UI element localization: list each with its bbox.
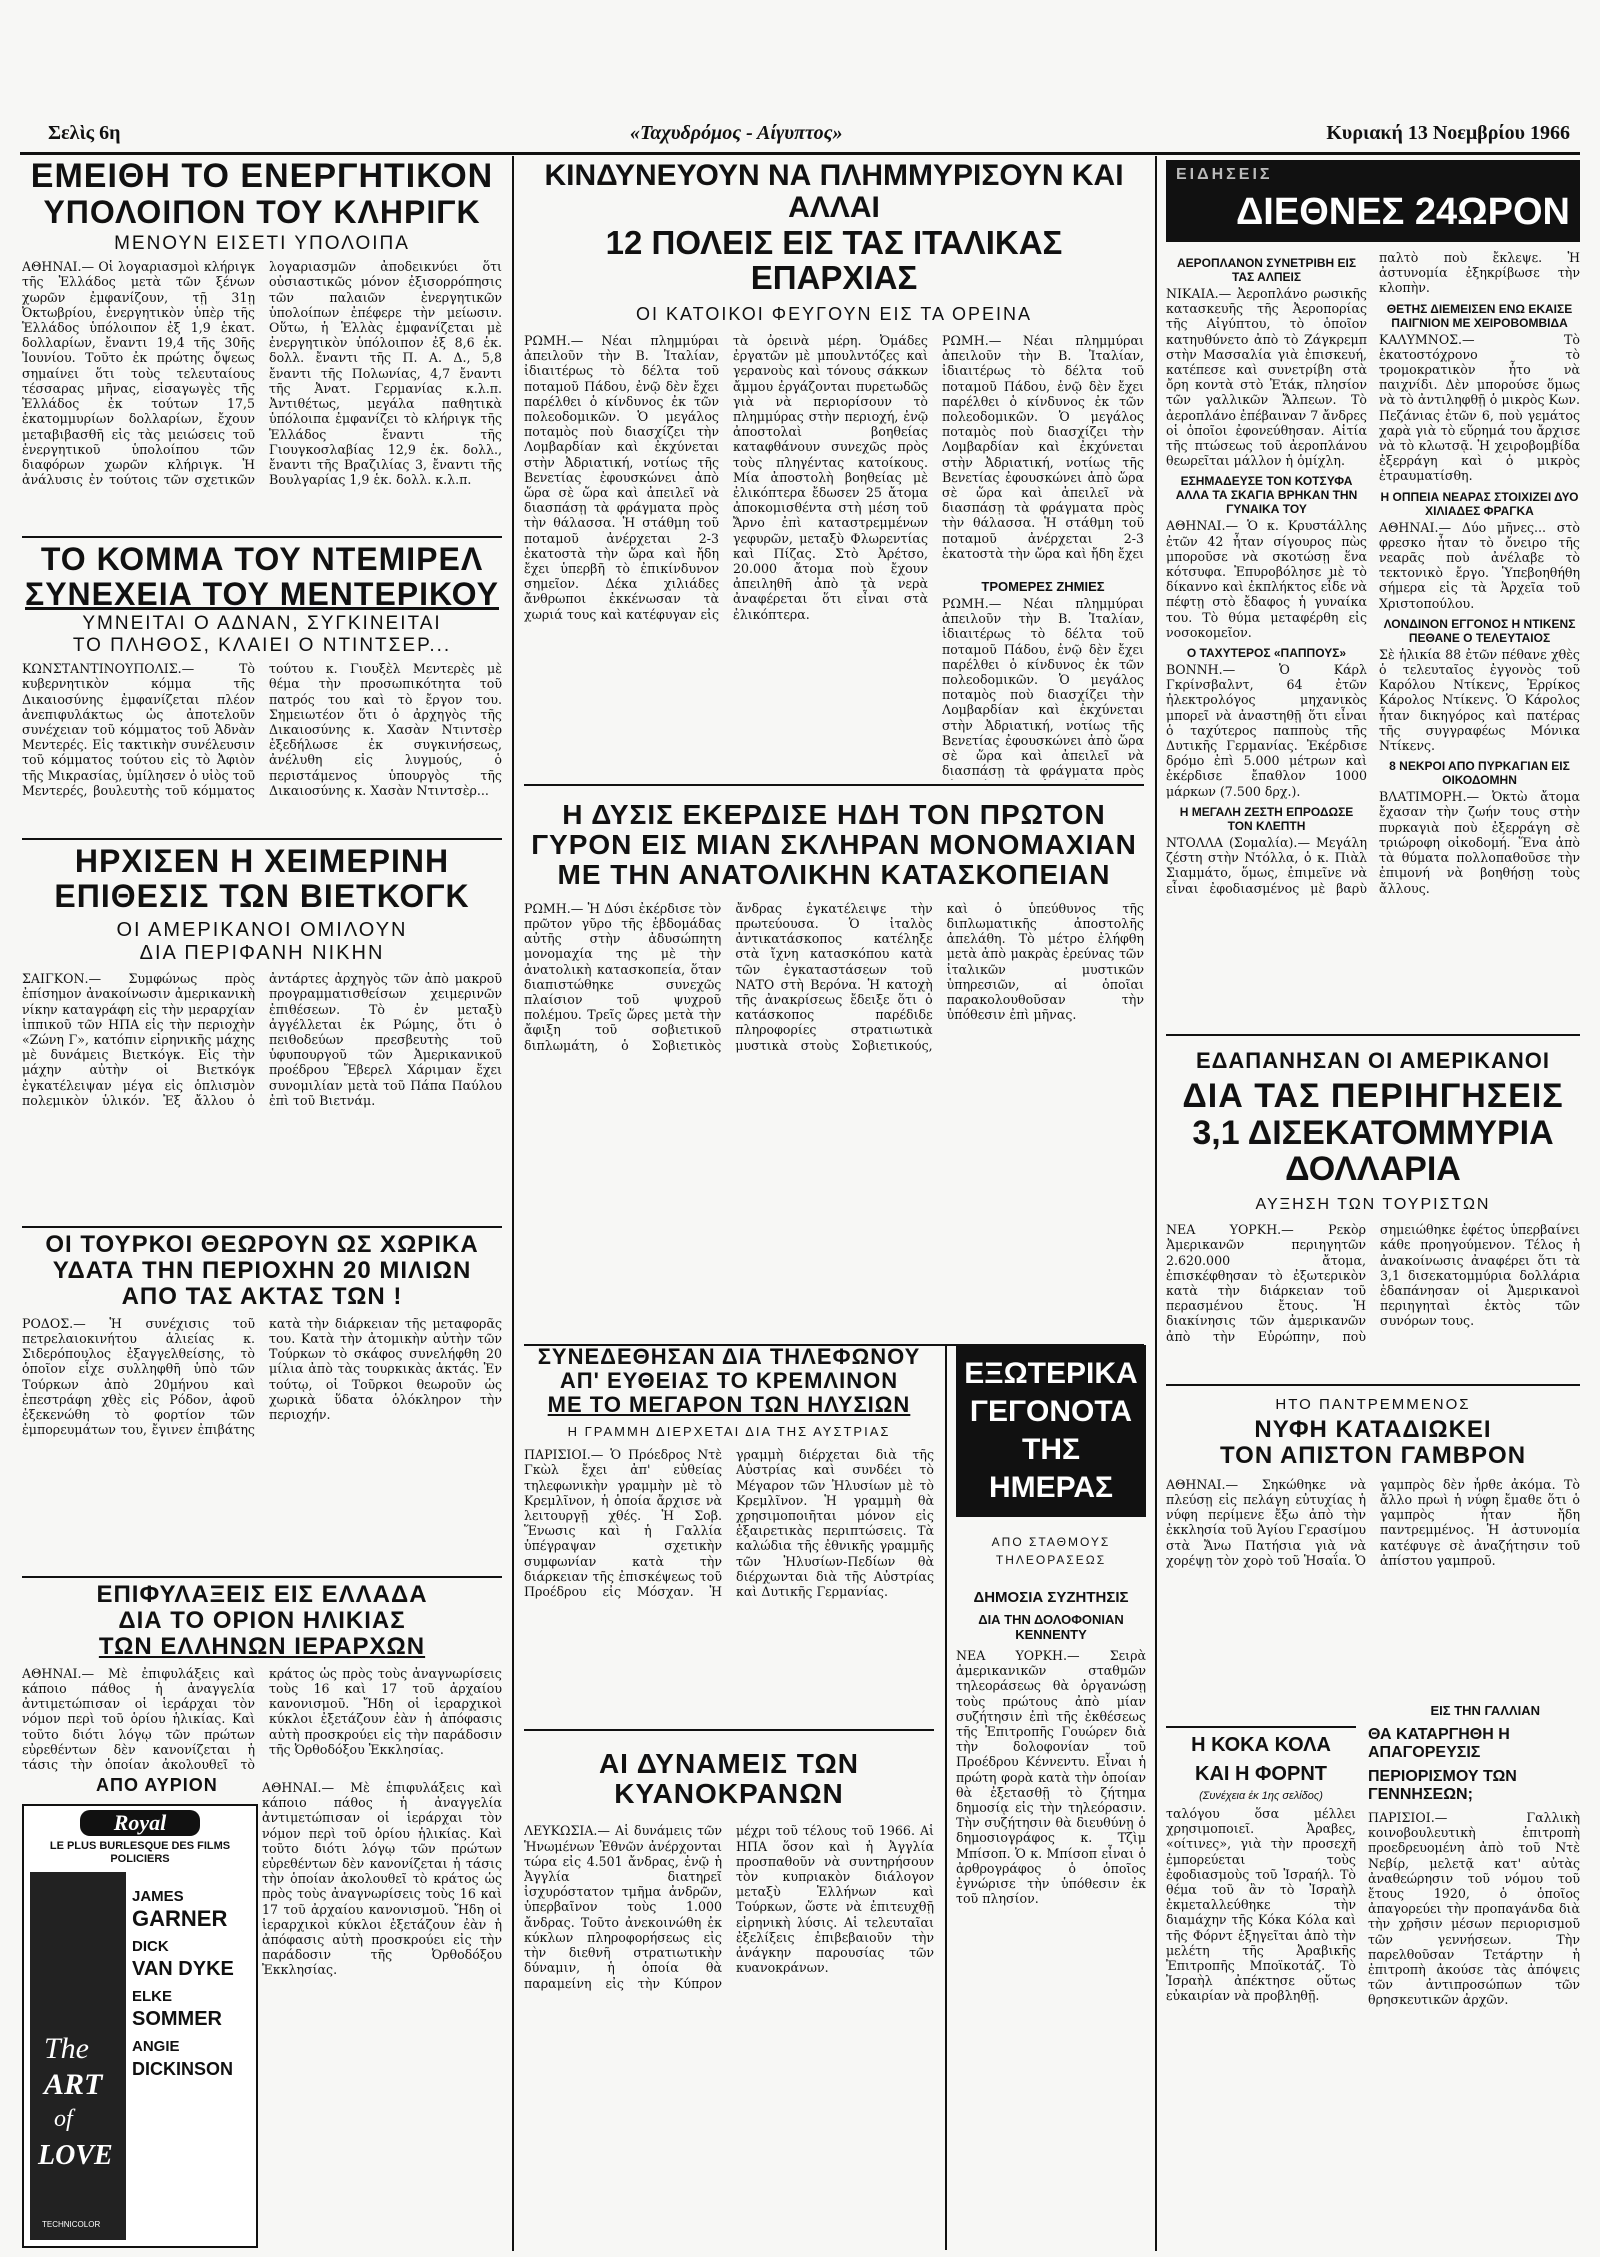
brief-item — [1166, 474, 1367, 640]
article-hotline — [524, 1345, 934, 1725]
right-lower — [1166, 1720, 1580, 2250]
continuation-note: (Συνέχεια ἐκ 1ης σελίδος) — [1199, 1790, 1323, 1802]
brief-item — [1379, 617, 1580, 753]
subheadline: ΥΜΝΕΙΤΑΙ Ο ΑΔΝΑΝ, ΣΥΓΚΙΝΕΙΤΑΙ — [82, 613, 442, 635]
divider — [22, 1576, 502, 1578]
subheadline: Η ΓΡΑΜΜΗ ΔΙΕΡΧΕΤΑΙ ΔΙΑ ΤΗΣ ΑΥΣΤΡΙΑΣ — [567, 1424, 891, 1440]
brief-text: ΒΟΝΝΗ.— Ὁ Κάρλ Γκρίνσβαλντ, 64 ἐτῶν ἠλεκτρολόγος μηχανικὸς μπορεῖ νὰ ἀναστηθῇ ὅτι εἶναι ὁ ταχύτερος παπποὺς τῆς Δυτικῆς Γερμανίας. Ἐκέρδισε δρόμο ἐπὶ 5.000 μέτρων καὶ ἐκέρδισε ἔπαθλον 1000 μάρκων (7.500 δρχ.). — [1166, 662, 1367, 799]
headline: ΤΩΝ ΕΛΛΗΝΩΝ ΙΕΡΑΡΧΩΝ — [98, 1632, 426, 1660]
headline: ΤΟΝ ΑΠΙΣΤΟΝ ΓΑΜΒΡΟΝ — [1219, 1441, 1527, 1469]
divider — [1166, 1034, 1580, 1036]
brief-item — [1166, 646, 1367, 799]
cinema-logo: Royal — [80, 1810, 200, 1836]
issue-date: Κυριακή 13 Νοεμβρίου 1966 — [1326, 122, 1570, 144]
banner-title: ΔΙΕΘΝΕΣ 24ΩΡΟΝ — [1235, 191, 1570, 233]
center-lower-left — [524, 1345, 934, 2205]
headline: ΘΑ ΚΑΤΑΡΓΗΘΗ Η ΑΠΑΓΟΡΕΥΣΙΣ — [1368, 1726, 1510, 1761]
article-text: ΠΑΡΙΣΙΟΙ.— Ὁ Πρόεδρος Ντὲ Γκὼλ ἔχει ἀπ' εὐθείας τηλεφωνικὴν γραμμὴν μὲ τὸ Κρεμλῖνον, ἡ ὁποία ἄρχισε νὰ λειτουργῇ χθές. Ἡ Σοβ. Ἕνωσις καὶ ἡ Γαλλία ὑπέγραψαν σχετικὴν συμφωνίαν κατὰ τὴν διάρκειαν τῆς ἐπισκέψεως τοῦ Προέδρου εἰς Μόσχαν. Ἡ γραμμὴ διέρχεται διὰ τῆς Αὐστρίας καὶ συνδέει τὸ Μέγαρον τῶν Ἠλυσίων μὲ τὸ Κρεμλῖνον. Ἡ γραμμὴ θὰ χρησιμοποιῆται μόνον εἰς ἐξαιρετικὰς περιπτώσεις. Τὰ καλώδια τῆς ἐθνικῆς γραμμῆς τῶν Ἠλυσίων-Πεδίων θὰ διέρχωνται διὰ τῆς Αὐστρίας καὶ Δυτικῆς Γερμανίας. — [524, 1447, 934, 1600]
subheadline: ΔΙΑ ΠΕΡΙΦΑΝΗ ΝΙΚΗΝ — [139, 942, 385, 965]
article-blue-helmets — [524, 1735, 934, 2205]
source-label: ΤΗΛΕΟΡΑΣΕΩΣ — [995, 1553, 1107, 1567]
headline: ΑΠ' ΕΥΘΕΙΑΣ ΤΟ ΚΡΕΜΛΙΝΟΝ — [559, 1367, 899, 1393]
subsection-heading: ΤΡΟΜΕΡΕΣ ΖΗΜΙΕΣ — [981, 579, 1105, 595]
article-text: ΡΟΔΟΣ.— Ἡ συνέχισις τοῦ πετρελαιοκινήτου ἁλιείας κ. Σιδερόπουλος ἐξαγγελθείσης, τὸ ὁποῖον εἶχε συλληφθῆ ὑπὸ τῶν Τούρκων ἀπὸ 20μήνου καὶ ἐπεστράφη χθὲς εἰς Ρόδον, ἀφοῦ ἐξεκενώθη τὸ φορτίον τῶν ἐμπορευμάτων του, ἔγινεν ἐπιβάτης κατὰ τὴν διάρκειαν τῆς μεταφορᾶς του. Κατὰ τὴν ἀτομικὴν αὐτὴν τῶν Τούρκων τὸ σκάφος συνελήφθη 20 μίλια ἀπὸ τὰς τουρκικὰς ἀκτάς. Ἐν τούτῳ, οἱ Τοῦρκοι θεωροῦν ὡς χωρικὰ ὕδατα ὁλόκληρον τὴν περιοχήν. — [22, 1315, 502, 1438]
film-title-love: LOVE — [38, 2140, 113, 2171]
brief-text: ΒΛΑΤΙΜΟΡΗ.— Ὀκτὼ ἄτομα ἔχασαν τὴν ζωήν τους στὴν πυρκαγιὰ ποὺ ἐξερράγη σὲ τριώροφη οἰκοδομή. Ἕνα ἀπὸ τὰ θύματα πολλοπαθοῦσε τὴν ἐπιμονή νὰ βοηθήσῃ τοὺς ἄλλους. — [1379, 789, 1580, 896]
headline: ΟΙ ΤΟΥΡΚΟΙ ΘΕΩΡΟΥΝ ΩΣ ΧΩΡΙΚΑ — [45, 1232, 479, 1258]
headline: ΑΠΟ ΤΑΣ ΑΚΤΑΣ ΤΩΝ ! — [121, 1282, 403, 1310]
subheadline: ΜΕΝΟΥΝ ΕΙΣΕΤΙ ΥΠΟΛΟΙΠΑ — [114, 233, 410, 255]
right-column — [1166, 160, 1580, 2250]
brief-text: ΑΘΗΝΑΙ.— Δύο μῆνες... στὸ φρεσκο ἦταν τὸ ὄνειρο τῆς νεαρᾶς ποὺ ἀνέλαβε τὸ τεκτονικὸ ἔργο. Ὑπεβοηθήθη σήμερα εἰς τὰ Ἀρχεῖα τοῦ Χριστοπούλου. — [1379, 519, 1580, 611]
headline: ΚΙΝΔΥΝΕΥΟΥΝ ΝΑ ΠΛΗΜΜΥΡΙΣΟΥΝ ΚΑΙ ΑΛΛΑΙ — [544, 160, 1124, 225]
cast-name: GARNER — [132, 1906, 228, 1931]
subheadline: ΤΟ ΠΛΗΘΟΣ, ΚΛΑΙΕΙ Ο ΝΤΙΝΤΣΕΡ... — [72, 635, 452, 657]
kicker: ΕΔΑΠΑΝΗΣΑΝ ΟΙ ΑΜΕΡΙΚΑΝΟΙ — [1195, 1048, 1551, 1073]
headline: ΣΥΝΕΧΕΙΑ ΤΟΥ ΜΕΝΤΕΡΙΚΟΥ — [25, 575, 499, 612]
brief-item — [1379, 490, 1580, 611]
article-text: ΡΩΜΗ.— Νέαι πλημμύραι ἀπειλοῦν τὴν Β. Ἰταλίαν, ἰδιαιτέρως τὸ δέλτα τοῦ ποταμοῦ Πάδου, ἐνῷ δὲν ἔχει παρέλθει ὁ κίνδυνος ἐκ τῶν πολεοδομικῶν. Ὁ μεγάλος ποταμὸς ποὺ διασχίζει τὴν Λομβαρδίαν καὶ ἐκχύνεται στὴν Ἀδριατική, νοτίως τῆς Βενετίας ἐφουσκώνει ἀπὸ ὥρα σὲ ὥρα καὶ ἀπειλεῖ νὰ διασπάσῃ τὰ φράγματα πρὸς — [942, 596, 1144, 779]
cast-name: ELKE — [132, 1988, 173, 2005]
technicolor-label: TECHNICOLOR — [42, 2220, 101, 2229]
left-column — [22, 158, 502, 1782]
brief-text: ΝΤΟΛΛΑ (Σομαλία).— Μεγάλη ζέστη στὴν Ντόλλα, ὁ κ. Πιὰλ Σιαμμάτο, ὅμως, ἐπιμεῖνε νὰ εἶναι ἐφοδιασμένος μὲ βαρὺ παλτὸ ποὺ ἔκλεψε. Ἡ ἀστυνομία ἐξηκρίβωσε τὴν κλοπὴν. — [1166, 250, 1580, 896]
article-text: ΡΩΜΗ.— Νέαι πλημμύραι ἀπειλοῦν τὴν Β. Ἰταλίαν, ἰδιαιτέρως τὸ δέλτα τοῦ ποταμοῦ Πάδου, ἐνῷ δὲν ἔχει παρέλθει ὁ κίνδυνος ἐκ τῶν πολεοδομικῶν. Ὁ μεγάλος ποταμὸς ποὺ διασχίζει τὴν Λομβαρδίαν καὶ ἐκχύνεται στὴν Ἀδριατική, νοτίως τῆς Βενετίας ἐφουσκώνει ἀπὸ ὥρα σὲ ὥρα καὶ ἀπειλεῖ νὰ διασπάσῃ τὰ φράγματα πρὸς τὴν θάλασσα. Ἡ στάθμη τοῦ ποταμοῦ ἀνέρχεται 2-3 ἑκατοστὰ τὴν ὥρα καὶ ἤδη ἔχει ὑπερβῆ τὸ ἐπικίνδυνον σημεῖον. Δέκα χιλιάδες ἄνθρωποι ἐκκένωσαν τὰ χωριά τους καὶ κατέφυγαν εἰς τὰ ὀρεινὰ μέρη. Ὀμάδες ἐργατῶν μὲ μπουλντόζες καὶ γερανοὺς καὶ τόνους σάκκων ἄμμου ἐργάζονται πυρετωδῶς γιὰ νὰ περιορίσουν τὸ πλημμύρας στὴν περιοχή, ἐνῷ ἀποστολαὶ βοηθείας καταφθάνουν συνεχῶς πρὸς τοὺς πληγέντας κατοίκους. Μία ἀποστολὴ βοηθείας μὲ ἐλικόπτερα ἔδωσεν 25 ἄτομα ἀποκομισθέντα στὴ μέση τοῦ Ἄρνο ἐπὶ καταστρεμμένων γεφυρῶν, μεταξὺ Φλωρεντίας καὶ Πίζας. Στὸ Ἀρέτσο, 20.000 ἄτομα ποὺ ἔχουν ἀπειληθῆ ἀπὸ τὰ νερὰ ἀναφέρεται ὅτι εἶναι στὰ ἐλικόπτερα. — [524, 333, 928, 622]
divider — [22, 1226, 502, 1228]
headline: ΓΥΡΟΝ ΕΙΣ ΜΙΑΝ ΣΚΛΗΡΑΝ ΜΟΝΟΜΑΧΙΑΝ — [531, 829, 1137, 861]
brief-text: Σὲ ἡλικία 88 ἐτῶν πέθανε χθὲς ὁ τελευταῖος ἐγγονὸς τοῦ Καρόλου Ντίκενς, Ἐρρίκος Κάρολος Ντίκενς. Ὁ Κάρολος ἦταν δικηγόρος καὶ πατέρας τῆς συγγραφέως Μόνικα Ντίκενς. — [1379, 646, 1580, 754]
movie-ad — [22, 1804, 258, 2248]
brief-heading: 8 ΝΕΚΡΟΙ ΑΠΟ ΠΥΡΚΑΓΙΑΝ ΕΙΣ ΟΙΚΟΔΟΜΗΝ — [1389, 759, 1570, 788]
cast-name: DICKINSON — [132, 2059, 234, 2079]
headline: ΥΔΑΤΑ ΤΗΝ ΠΕΡΙΟΧΗΝ 20 ΜΙΛΙΩΝ — [52, 1256, 472, 1284]
brief-item — [1379, 302, 1580, 484]
brief-heading: ΛΟΝΔΙΝΟΝ ΕΓΓΟΝΟΣ Η ΝΤΙΚΕΝΣ ΠΕΘΑΝΕ Ο ΤΕΛΕΥΤΑΙΟΣ — [1383, 616, 1576, 645]
external-events — [956, 1345, 1146, 2248]
kicker: ΗΤΟ ΠΑΝΤΡΕΜΜΕΝΟΣ — [1275, 1396, 1471, 1413]
divider — [1166, 1726, 1356, 1728]
column-rule — [512, 156, 514, 2251]
film-title-of: of — [54, 2106, 73, 2132]
article-text: ΠΑΡΙΣΙΟΙ.— Γαλλικὴ κοινοβουλευτικὴ ἐπιτροπὴ προεδρευομένη ἀπὸ τοῦ Ντὲ Νεβίρ, μελετᾷ κατ' αὐτὰς ἀναθεώρησιν τοῦ νόμου τοῦ ἔτους 1920, ὁ ὁποῖος ἀπαγορεύει τὴν προπαγάνδα διὰ τὴν χρῆσιν μέσων περιορισμοῦ τῶν γεννήσεων. Τὴν παρελθοῦσαν Τετάρτην ἡ ἐπιτροπὴ ἀκούσε τὰς ἀπόψεις τῶν ἀντιπροσώπων τῶν θρησκευτικῶν ἀρχῶν. — [1368, 1810, 1580, 2008]
brief-heading: Η ΟΠΠΕΙΑ ΝΕΑΡΑΣ ΣΤΟΙΧΙΖΕΙ ΔΥΟ ΧΙΛΙΑΔΕΣ ΦΡΑΓΚΑ — [1380, 489, 1579, 518]
headline: ΔΙΑ ΤΗΝ ΔΟΛΟΦΟΝΙΑΝ ΚΕΝΝΕΝΤΥ — [978, 1612, 1124, 1642]
page-number: Σελὶς 6η — [48, 122, 121, 144]
section-label: ΕΙΣ ΤΗΝ ΓΑΛΛΙΑΝ — [1430, 1702, 1540, 1718]
subheadline: ΟΙ ΑΜΕΡΙΚΑΝΟΙ ΟΜΙΛΟΥΝ — [116, 919, 408, 942]
brief-text: ΝΙΚΑΙΑ.— Ἀεροπλάνο ρωσικῆς κατασκευῆς τῆς Ἀεροπορίας τῆς Αἰγύπτου, τὸ ὁποῖον κατηυθύνετο ἀπὸ τὸ Ζάγκρεμπ στὴν Μασσαλία γιὰ ἐπισκευή, κατέπεσε καὶ συνετρίβη στὰ ὄρη κοντὰ στὸ Ἐτάκ, πλησίον τῶν γαλλικῶν Ἄλπεων. Τὸ ἀεροπλάνο ἐπέβαιναν 7 ἄνδρες οἱ ὁποῖοι ἐφονεύθησαν. Αἰτία τῆς πτώσεως τοῦ ἀεροπλάνου θεωρεῖται μάλλον ἡ ὁμίχλη. — [1166, 286, 1367, 469]
subheadline: ΑΥΞΗΣΗ ΤΩΝ ΤΟΥΡΙΣΤΩΝ — [1255, 1196, 1491, 1214]
article-italy-floods — [524, 160, 1144, 780]
paper-name: «Ταχυδρόμος - Αίγυπτος» — [630, 122, 843, 144]
divider — [22, 536, 502, 538]
article-text: ταλόγου ὅσα μέλλει χρησιμοποιεῖ. Ἀραβες, «οίτινες», γιὰ τὴν προσεχῆ ἐμπορεύεται τοὺς ἐφοδιασμοὺς τοῦ Ἰσραήλ. Τὸ θέμα τοῦ ἂν τὸ Ἰσραὴλ ἐκμεταλλεύθηκε τὴν διαμάχην τῆς Κόκα Κόλα καὶ τῆς Φόρντ ἐξηγεῖται ἀπὸ τὴν μελέτη τῆς Ἀραβικῆς Ἐπιτροπῆς Μποϊκοτάζ. Τὸ Ἰσραὴλ ἀπέκτησε οὕτως εὐκαιρίαν νὰ προβληθῇ. — [1166, 1806, 1356, 2004]
film-title-the: The — [44, 2032, 89, 2065]
subheadline: ΟΙ ΚΑΤΟΙΚΟΙ ΦΕΥΓΟΥΝ ΕΙΣ ΤΑ ΟΡΕΙΝΑ — [635, 304, 1033, 325]
section-banner — [956, 1345, 1146, 1517]
article-clearing — [22, 158, 502, 532]
column-rule — [1155, 156, 1157, 2251]
headline: ΗΡΧΙΣΕΝ Η ΧΕΙΜΕΡΙΝΗ — [74, 844, 450, 879]
brief-item — [1166, 256, 1367, 468]
brief-item — [1379, 759, 1580, 895]
brief-heading: ΑΕΡΟΠΛΑΝΟΝ ΣΥΝΕΤΡΙΒΗ ΕΙΣ ΤΑΣ ΑΛΠΕΙΣ — [1176, 256, 1357, 284]
masthead — [20, 118, 1580, 155]
article-bride — [1166, 1390, 1580, 1720]
cast-name: ANGIE — [132, 2038, 180, 2055]
headline: 12 ΠΟΛΕΙΣ ΕΙΣ ΤΑΣ ΙΤΑΛΙΚΑΣ ΕΠΑΡΧΙΑΣ — [605, 223, 1063, 297]
article-tourism — [1166, 1040, 1580, 1380]
brief-text: ΚΑΛΥΜΝΟΣ.— Τὸ ἑκατοστόχρονο τὸ τρομοκρατικὸν ἦτο νὰ παιχνίδι. Δὲν μπορούσε ὅμως νὰ τὸ ἀντιληφθῇ ὁ μικρὸς Κων. Πεζάνιας ἐτῶν 6, ποὺ γεμάτος χαρὰ γιὰ τὸ εὕρημά του ἄρχισε νὰ τὸ κλωτσᾷ. Ἡ χειροβομβίδα ἐξερράγη καὶ ὁ μικρὸς ἐτραυματίσθη. — [1379, 331, 1580, 484]
headline: Η ΚΟΚΑ ΚΟΛΑ — [1191, 1734, 1331, 1756]
headline: ΥΠΟΛΟΙΠΟΝ ΤΟΥ ΚΛΗΡΙΓΚ — [43, 193, 481, 230]
center-column — [524, 160, 1144, 1350]
article-espionage — [524, 790, 1144, 1340]
hierarchs-continued — [262, 1780, 502, 2250]
headline: ΤΟ ΚΟΜΜΑ ΤΟΥ ΝΤΕΜΙΡΕΛ — [40, 542, 484, 577]
headline: ΕΠΙΘΕΣΙΣ ΤΩΝ ΒΙΕΤΚΟΓΚ — [54, 877, 470, 914]
ad-tagline: LE PLUS BURLESQUE DES FILMS POLICIERS — [49, 1840, 231, 1865]
article-hierarchs — [22, 1582, 502, 1782]
article-text: ΑΘΗΝΑΙ.— Μὲ ἐπιφυλάξεις καὶ κάποιο πάθος ἡ ἀναγγελία ἀντιμετώπισαν οἱ ἱεράρχαι τὸν νόμον περὶ τοῦ ὁρίου ἡλικίας. Καὶ τοῦτο διότι λόγῳ τῶν πρώτων εὐρεθέντων δὲν κανονίζεται ἡ τάσις τὴν ὁποίαν ἀκολουθεῖ τὸ κράτος ὡς πρὸς τοὺς ἀναγνωρίσεις τοὺς 16 καὶ 17 τοῦ ἀρχαίου κανονισμοῦ. Ἤδη οἱ ἱεραρχικοὶ κύκλοι ἐξετάζουν ἐὰν ἡ ἀπόφασις αὐτὴ προσκρούει εἰς τὴν παράδοσιν τῆς Ὀρθοδόξου Ἐκκλησίας. — [22, 1665, 502, 1772]
headline: ΔΗΜΟΣΙΑ ΣΥΖΗΤΗΣΙΣ — [973, 1589, 1129, 1606]
divider — [1166, 1384, 1580, 1386]
headline: ΕΜΕΙΘΗ ΤΟ ΕΝΕΡΓΗΤΙΚΟΝ — [30, 158, 494, 195]
divider — [524, 1729, 934, 1731]
article-vietcong — [22, 844, 502, 1222]
brief-heading: ΘΕΤΗΣ ΔΙΕΜΕΙΣΕΝ ΕΝΩ ΕΚΑΙΣΕ ΠΑΙΓΝΙΟΝ ΜΕ ΧΕΙΡΟΒΟΜΒΙΔΑ — [1386, 301, 1573, 330]
headline: ΜΕ ΤΟ ΜΕΓΑΡΟΝ ΤΩΝ ΗΛΥΣΙΩΝ — [547, 1391, 911, 1417]
headline: 3,1 ΔΙΣΕΚΑΤΟΜΜΥΡΙΑ ΔΟΛΛΑΡΙΑ — [1192, 1113, 1554, 1189]
article-text: ΚΩΝΣΤΑΝΤΙΝΟΥΠΟΛΙΣ.— Τὸ κυβερνητικὸν κόμμα τῆς Δικαιοσύνης ἐμφανίζεται πλέον ἀνεπιφυλάκτως ὡς ἀποτελοῦν συνέχειαν τοῦ κόμματος τοῦ Ἀδνὰν Μεντερές. Εἰς τακτικὴν συνέλευσιν τοῦ κόμματος τούτου εἰς τὸ Ἀφιὸν τῆς Μικρασίας, ὑμίλησεν ὁ υἱὸς τοῦ Μεντερές, βουλευτὴς τοῦ κόμματος τούτου κ. Γιουξὲλ Μεντερὲς μὲ θέμα τὴν προσωπικότητα τοῦ πατρός του καὶ τὸ ἔργον του. Σημειωτέον ὅτι ὁ ἀρχηγὸς τῆς Δικαιοσύνης κ. Χασὰν Ντιντσὲρ ἐξεδήλωσε ἐκ συγκινήσεως, ἀνέλυθη εἰς λυγμούς, ὁ περιστάμενος ὑπουργὸς τῆς Δικαιοσύνης κ. Χασὰν Ντιντσὲρ... — [22, 661, 502, 798]
article-text: ΡΩΜΗ.— Ἡ Δύσι ἐκέρδισε τὸν πρῶτον γῦρο τῆς ἑβδομάδας αὐτῆς στὴν ἀδυσώπητη μονομαχία της μὲ τὴν ἀνατολικὴ κατασκοπεία, ὅταν διαπιστώθηκε συνεχῶς πλαίσιον τοῦ ψυχροῦ πολέμου. Τρεῖς ὥρες μετὰ τὴν ἄφιξη τοῦ σοβιετικοῦ διπλωμάτη, ὁ Σοβιετικὸς ἄνδρας ἐγκατέλειψε τὴν πρωτεύουσα. Ὁ ἰταλὸς ἀντικατάσκοπος κατέληξε στὰ ἴχνη κατασκόπου κατὰ τῶν ἐγκαταστάσεων τοῦ ΝΑΤΟ στὴ Βερόνα. Ἡ κατοχὴ τῆς ἀνακρίσεως ἔδειξε ὅτι ὁ κατάσκοπος παρέδιδε πληροφορίες στρατιωτικὰ μυστικὰ στοὺς Σοβιετικούς, καὶ ὁ ὑπεύθυνος τῆς διπλωματικῆς ἀποστολῆς ἀπελάθη. Τὸ μέτρο ἐλήφθη μετὰ ἀπὸ μακρὰς ἐρεύνας τῶν ἰταλικῶν μυστικῶν ὑπηρεσιῶν, αἱ ὁποῖαι παρακολουθοῦσαν τὴν ὑπόθεσιν ἐπὶ μῆνας. — [524, 900, 1144, 1053]
article-text: ΝΕΑ ΥΟΡΚΗ.— Σειρὰ ἀμερικανικῶν σταθμῶν τηλεοράσεως θὰ ὀργανώσῃ τοὺς πρώτους ἀπὸ μίαν συζήτησιν ἐπὶ τῆς ἐκθέσεως τῆς Ἐπιτροπῆς Γουώρεν διὰ τὴν δολοφονίαν τοῦ Προέδρου Κέννεντυ. Εἶναι ἡ πρώτη φορὰ κατὰ τὴν ὁποίαν θὰ ἐξετασθῇ τὸ ζήτημα δημοσίᾳ εἰς τὴν τηλεόρασιν. Τὴν συζήτησιν θὰ διευθύνῃ ὁ δημοσιογράφος κ. Τζὶμ Μπίσοπ. Ὁ κ. Μπίσοπ εἶναι ὁ ἀρθρογράφος ὁ ὁποῖος ἐγνώρισε τὴν ὑπόθεσιν ἐκ τοῦ πλησίον. — [956, 1648, 1146, 1907]
article-text: ΑΘΗΝΑΙ.— Σηκώθηκε νὰ πλεύσῃ εἰς πελάγη εὐτυχίας ἡ νύφη περίμενε ἔξω ἀπὸ τὴν ἐκκλησία τοῦ Ἁγίου Γερασίμου στὰ Ἄνω Πατήσια γιὰ νὰ χορέψῃ τὸν χορὸ τοῦ Ἡσαΐα. Ὁ γαμπρὸς δὲν ἦρθε ἀκόμα. Τὸ ἄλλο πρωὶ ἡ νύφη ἔμαθε ὅτι ὁ γαμπρὸς ἦταν ἤδη παντρεμμένος. Ἡ ἀστυνομία κατέφυγε σὲ ἀναζήτησιν τοῦ ἀπίστου γαμπροῦ. — [1166, 1476, 1580, 1568]
article-turks — [22, 1232, 502, 1572]
international-24h-banner — [1166, 160, 1580, 242]
brief-heading: ΕΣΗΜΑΔΕΥΣΕ ΤΟΝ ΚΟΤΣΥΦΑ ΑΛΛΑ ΤΑ ΣΚΑΓΙΑ ΒΡΗΚΑΝ ΤΗΝ ΓΥΝΑΙΚΑ ΤΟΥ — [1175, 474, 1358, 517]
article-births — [1368, 1720, 1580, 2250]
headline: ΠΕΡΙΟΡΙΣΜΟΥ ΤΩΝ ΓΕΝΝΗΣΕΩΝ; — [1368, 1768, 1517, 1803]
headline: ΔΙΑ ΤΟ ΟΡΙΟΝ ΗΛΙΚΙΑΣ — [118, 1606, 406, 1634]
article-coca-cola — [1166, 1720, 1356, 2250]
article-text: ΑΘΗΝΑΙ.— Οἱ λογαριασμοὶ κλήριγκ τῆς Ἑλλάδος μετὰ τῶν ξένων χωρῶν ἐμφανίζουν, τῇ 31ῃ Ὀκτωβρίου, ἐνεργητικὸν ὑπὲρ τῆς Ἑλλάδος ὑπόλοιπον ἐξ 1,9 ἑκατ. δολλαρίων, ἔναντι 19,4 τῆς 30ῆς Ἰουνίου. Τοῦτο ἐκ πρώτης ὄψεως σημαίνει ὅτι τοὺς τελευταίους τέσσαρας μῆνας, εἰσαγωγὲς τῆς Ἑλλάδος ἐκ τούτων 17,5 ἑκατομμυρίων δολλαρίων, ἔχουν μεταβιβασθῆ εἰς τὰς μειώσεις τοῦ ἐνεργητικοῦ ὑπολοίπου τῶν διαφόρων χωρῶν κλήριγκ. Ἡ ἀνάλυσις ἐν τούτοις τῶν σχετικῶν λογαριασμῶν ἀποδεικνύει ὅτι οὐσιαστικῶς μόνον ἐξισορρόπησις τῶν παλαιῶν ἐνεργητικῶν ὑπολοίπων ἐπέφερε τὴν μείωσιν. Οὕτω, ἡ Ἑλλὰς ἐμφανίζεται μὲ ἐνεργητικὸν ὑπόλοιπον ἐξ 8,6 ἑκ. δολλ. ἔναντι τῆς Π. Α. Δ., 5,8 ἔναντι τῆς Πολωνίας, 4,7 ἔναντι τῆς Ἀνατ. Γερμανίας κ.λ.π. Ἀντιθέτως, μεγάλα παθητικὰ ὑπόλοιπα ἐμφανίζει τὸ κλήριγκ τῆς Ἑλλάδος ἔναντι τῆς Γιουγκοσλαβίας 12,9 ἑκ. δολλ., ἔναντι τῆς Βραζιλίας 3, ἔναντι τῆς Βουλγαρίας 1,9 ἑκ. δολλ. κ.λ.π. — [22, 259, 502, 488]
source-label: ΑΠΟ ΣΤΑΘΜΟΥΣ — [991, 1535, 1111, 1549]
banner-line: ΓΕΓΟΝΟΤΑ — [969, 1395, 1133, 1428]
headline: ΑΙ ΔΥΝΑΜΕΙΣ ΤΩΝ ΚΥΑΝΟΚΡΑΝΩΝ — [598, 1748, 860, 1810]
movie-ad-header: ΑΠΟ ΑΥΡΙΟΝ — [96, 1775, 218, 1795]
banner-kicker: ΕΙΔΗΣΕΙΣ — [1176, 166, 1273, 183]
headline: Η ΔΥΣΙΣ ΕΚΕΡΔΙΣΕ ΗΔΗ ΤΟΝ ΠΡΩΤΟΝ — [562, 799, 1106, 830]
headline: ΜΕ ΤΗΝ ΑΝΑΤΟΛΙΚΗΝ ΚΑΤΑΣΚΟΠΕΙΑΝ — [557, 859, 1111, 891]
cast-list — [132, 1886, 252, 2080]
news-briefs — [1166, 250, 1580, 1030]
cast-name: DICK — [132, 1938, 169, 1955]
brief-text: ΑΘΗΝΑΙ.— Ὁ κ. Κρυστάλλης ἐτῶν 42 ἦταν σίγουρος πὼς μποροῦσε νὰ σκοτώσῃ ἕνα κότσυφα. Ἐπυροβόλησε μὲ τὸ δίκαννο καὶ ἐκπλήκτος εἶδε νὰ πέφτῃ στὸ ἔδαφος ἡ γυναίκα του. Τὸ θύμα μεταφέρθη εἰς νοσοκομεῖον. — [1166, 518, 1367, 640]
brief-heading: Η ΜΕΓΑΛΗ ΖΕΣΤΗ ΕΠΡΟΔΩΣΕ ΤΟΝ ΚΛΕΠΤΗ — [1179, 804, 1354, 833]
cast-name: SOMMER — [132, 2008, 222, 2030]
article-text: ΝΕΑ ΥΟΡΚΗ.— Ρεκὸρ Ἀμερικανῶν περιηγητῶν 2.620.000 ἄτομα, ἐπισκέφθησαν τὸ ἐξωτερικὸν κατὰ τὴν διάρκειαν τοῦ περασμένου ἔτους. Ἡ διακίνησις τῶν ἀμερικανῶν ἀπὸ τὴν Εὐρώπην, ποὺ σημειώθηκε ἐφέτος ὑπερβαίνει κάθε προηγούμενον. Τέλος ἡ ἀνακοίνωσις ἀναφέρει ὅτι τὰ 3,1 δισεκατομμύρια δολλάρια ἐδαπάνησαν οἱ Ἀμερικανοὶ περιηγηταὶ ἐκτὸς τῶν συνόρων τους. — [1166, 1222, 1580, 1344]
banner-line: ΕΞΩΤΕΡΙΚΑ — [964, 1357, 1138, 1390]
film-title-art: ART — [44, 2068, 103, 2101]
divider — [22, 838, 502, 840]
article-text: ΡΩΜΗ.— Νέαι πλημμύραι ἀπειλοῦν τὴν Β. Ἰταλίαν, ἰδιαιτέρως τὸ δέλτα τοῦ ποταμοῦ Πάδου, ἐνῷ δὲν ἔχει παρέλθει ὁ κίνδυνος ἐκ τῶν πολεοδομικῶν. Ὁ μεγάλος ποταμὸς ποὺ διασχίζει τὴν Λομβαρδίαν καὶ ἐκχύνεται στὴν Ἀδριατική, νοτίως τῆς Βενετίας ἐφουσκώνει ἀπὸ ὥρα σὲ ὥρα καὶ ἀπειλεῖ νὰ διασπάσῃ τὰ φράγματα πρὸς τὴν θάλασσα. Ἡ στάθμη τοῦ ποταμοῦ ἀνέρχεται 2-3 ἑκατοστὰ τὴν ὥρα καὶ ἤδη ἔχει — [942, 333, 1144, 561]
banner-line: ΤΗΣ ΗΜΕΡΑΣ — [988, 1433, 1114, 1504]
headline: ΣΥΝΕΔΕΘΗΣΑΝ ΔΙΑ ΤΗΛΕΦΩΝΟΥ — [537, 1345, 921, 1369]
cast-name: JAMES — [132, 1888, 184, 1905]
headline: ΚΑΙ Η ΦΟΡΝΤ — [1195, 1763, 1327, 1785]
article-text: ΑΘΗΝΑΙ.— Μὲ ἐπιφυλάξεις καὶ κάποιο πάθος ἡ ἀναγγελία ἀντιμετώπισαν οἱ ἱεράρχαι τὸν νόμον περὶ τοῦ ὁρίου ἡλικίας. Καὶ τοῦτο διότι λόγῳ τῶν πρώτων εὐρεθέντων δὲν κανονίζεται ἡ τάσις τὴν ὁποίαν ἀκολουθεῖ τὸ κράτος ὡς πρὸς τοὺς ἀναγνωρίσεις τοὺς 16 καὶ 17 τοῦ ἀρχαίου κανονισμοῦ. Ἤδη οἱ ἱεραρχικοὶ κύκλοι ἐξετάζουν ἐὰν ἡ ἀπόφασις αὐτὴ προσκρούει εἰς τὴν παράδοσιν τῆς Ὀρθοδόξου Ἐκκλησίας. — [262, 1780, 502, 1978]
article-text: ΣΑΙΓΚΟΝ.— Συμφώνως πρὸς ἐπίσημον ἀνακοίνωσιν ἀμερικανικὴ νίκην καταγράφη εἰς τὴν μεραρχίαν ἱππικοῦ τῶν ΗΠΑ εἰς τὴν περιοχὴν «Ζώνη Γ», κατόπιν εἰρηνικῆς μάχης μὲ δυνάμεις Βιετκόγκ. Εἰς τὴν μάχην αὐτὴν οἱ Βιετκόγκ ἐγκατέλειψαν μέγα εἰς ὁπλισμὸν πολεμικὸν ὑλικόν. Ἐξ ἄλλου ὁ ἀντάρτες ἀρχηγὸς τῶν ἀπὸ μακροῦ προγραμματισθείσων χειμερινῶν ἐπιθέσεων. Τὸ ἐν μεταξὺ ἀγγέλλεται ἐκ Ρώμης, ὅτι ὁ πειθοδεύων πρεσβευτὴς τοῦ ὑφυπουργοῦ τῶν Ἀμερικανικοῦ προέδρου Ἔβερελ Χάριμαν ἔχει συνομιλίαν μετὰ τοῦ Πάπα Παύλου ἐπὶ τοῦ Βιετνάμ. — [22, 971, 502, 1108]
article-demirel — [22, 542, 502, 834]
cast-name: VAN DYKE — [132, 1958, 234, 1980]
headline: ΕΠΙΦΥΛΑΞΕΙΣ ΕΙΣ ΕΛΛΑΔΑ — [96, 1582, 428, 1608]
poster-art — [30, 1872, 126, 2240]
headline: ΝΥΦΗ ΚΑΤΑΔΙΩΚΕΙ — [1254, 1416, 1492, 1443]
column-rule — [945, 1345, 947, 2250]
brief-heading: Ο ΤΑΧΥΤΕΡΟΣ «ΠΑΠΠΟΥΣ» — [1186, 646, 1347, 661]
headline: ΔΙΑ ΤΑΣ ΠΕΡΙΗΓΗΣΕΙΣ — [1182, 1077, 1564, 1115]
article-text: ΛΕΥΚΩΣΙΑ.— Αἱ δυνάμεις τῶν Ἡνωμένων Ἐθνῶν ἀνέρχονται τώρα εἰς 4.501 ἄνδρας, ἐνῷ ἡ Ἀγγλία διατηρεῖ ἰσχυρόστατον τμῆμα ἀνδρῶν, ὑπερβαῖνον τοὺς 1.000 ἄνδρας. Τοῦτο ἀνεκοινώθη ἐκ κύκλων πληροφορήσεως εἰς τὴν διεθνῆ στρατιωτικὴν δύναμιν, ἡ ὁποία θὰ παραμείνη εἰς τὴν Κύπρον μέχρι τοῦ τέλους τοῦ 1966. Αἱ ΗΠΑ ὅσον καὶ ἡ Ἀγγλία προσπαθοῦν νὰ συντηρήσουν τὸν κυπριακὸν διάλογον μεταξὺ Ἑλλήνων καὶ Τούρκων, ὥστε νὰ ἐπιτευχθῇ εἰρηνικὴ λύσις. Αἱ τελευταῖαι ἐξελίξεις ἐπιβεβαιοῦν τὴν ἀνάγκην παρουσίας τῶν κυανοκράνων. — [524, 1823, 934, 1991]
divider — [524, 784, 1144, 786]
